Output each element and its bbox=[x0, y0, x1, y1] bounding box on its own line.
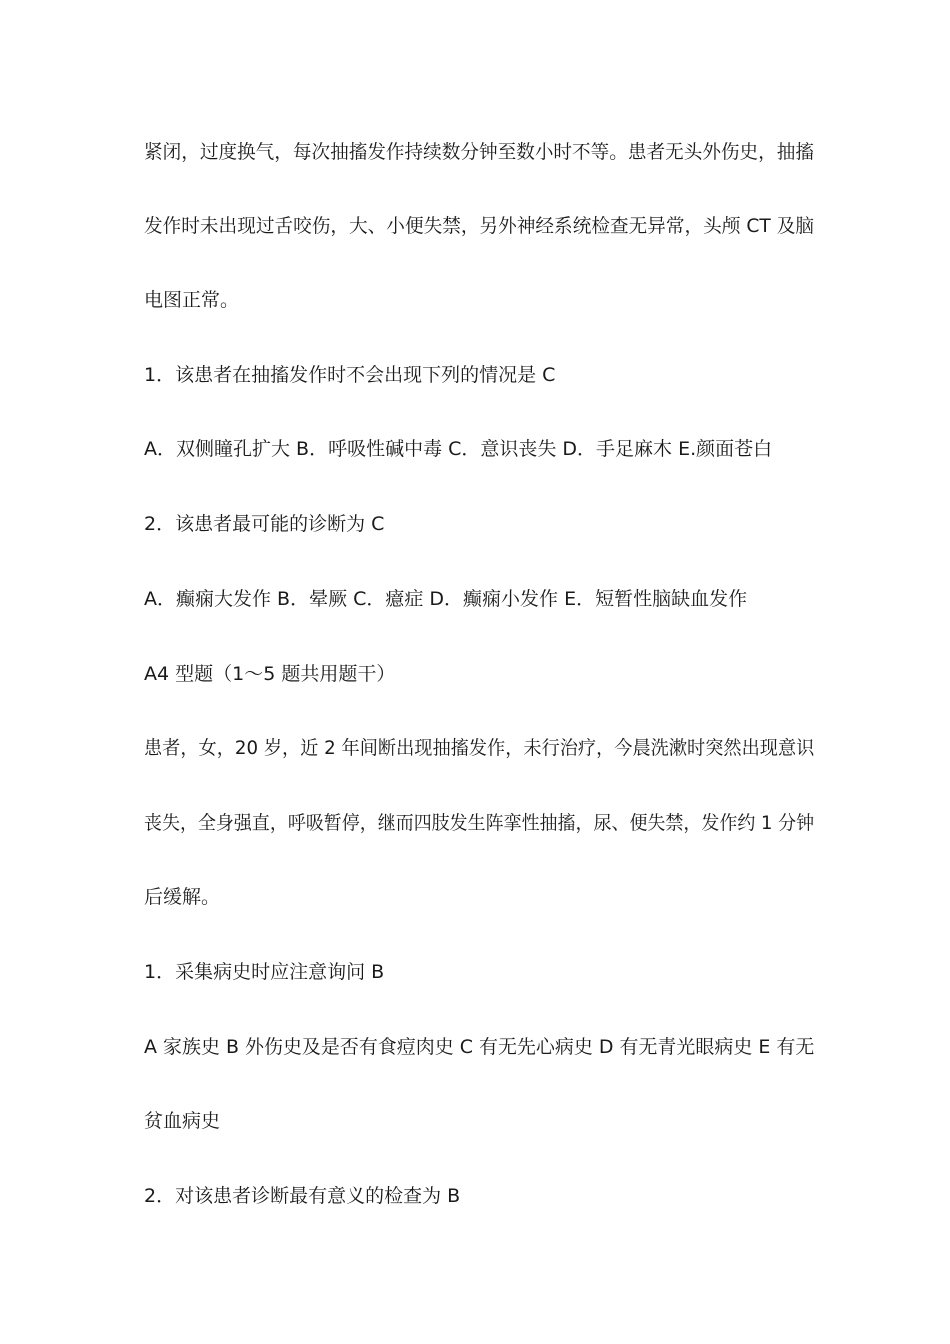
answer-options: A．癫痫大发作 B．晕厥 C．癔症 D．癫痫小发作 E．短暂性脑缺血发作 bbox=[144, 588, 748, 610]
text-line: 患者，女，20 岁，近 2 年间断出现抽搐发作，未行治疗，今晨洗漱时突然出现意识 bbox=[144, 737, 815, 759]
section-heading: A4 型题（1～5 题共用题干） bbox=[144, 663, 396, 685]
question-text: 1．该患者在抽搐发作时不会出现下列的情况是 C bbox=[144, 364, 556, 386]
answer-options: 贫血病史 bbox=[144, 1110, 221, 1132]
answer-options: A．双侧瞳孔扩大 B．呼吸性碱中毒 C．意识丧失 D．手足麻木 E.颜面苍白 bbox=[144, 438, 773, 460]
question-text: 1．采集病史时应注意询问 B bbox=[144, 961, 385, 983]
question-text: 2．对该患者诊断最有意义的检查为 B bbox=[144, 1185, 461, 1207]
text-line: 紧闭，过度换气，每次抽搐发作持续数分钟至数小时不等。患者无头外伤史，抽搐 bbox=[144, 141, 814, 163]
text-line: 后缓解。 bbox=[144, 886, 221, 908]
text-line: 丧失，全身强直，呼吸暂停，继而四肢发生阵挛性抽搐，尿、便失禁，发作约 1 分钟 bbox=[144, 812, 815, 834]
answer-options: A 家族史 B 外伤史及是否有食痘肉史 C 有无先心病史 D 有无青光眼病史 E 有无 bbox=[144, 1036, 815, 1058]
question-text: 2．该患者最可能的诊断为 C bbox=[144, 513, 385, 535]
text-line: 电图正常。 bbox=[144, 289, 240, 311]
text-line: 发作时未出现过舌咬伤，大、小便失禁，另外神经系统检查无异常，头颅 CT 及脑 bbox=[144, 215, 814, 237]
